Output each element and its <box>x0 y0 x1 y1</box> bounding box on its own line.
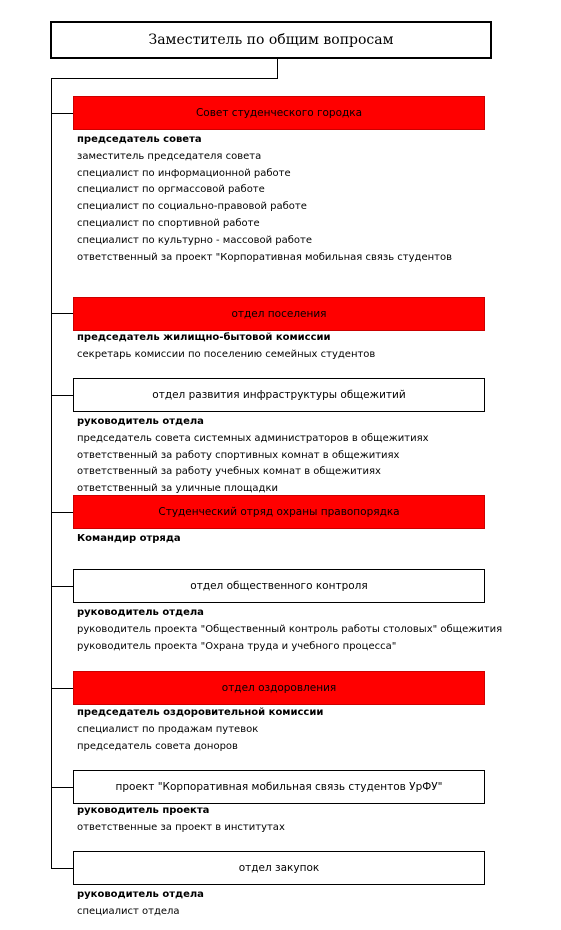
staff-list-security-squad <box>77 531 181 548</box>
dept-name: отдел оздоровления <box>221 682 337 694</box>
connector-dept-8 <box>51 868 73 869</box>
dept-box-security-squad <box>73 495 485 529</box>
staff-item: руководитель проекта "Охрана труда и учебного процесса" <box>77 640 397 652</box>
dept-box-procurement <box>73 851 485 885</box>
dept-name: отдел закупок <box>238 862 320 874</box>
staff-lead: председатель оздоровительной комиссии <box>77 707 324 718</box>
connector-dept-4 <box>51 512 73 513</box>
staff-item: специалист по культурно - массовой работе <box>77 234 313 246</box>
staff-item: ответственные за проект в институтах <box>77 821 285 833</box>
staff-item: председатель совета системных администраторов в общежитиях <box>77 432 429 444</box>
connector-dept-7 <box>51 787 73 788</box>
staff-list-health <box>77 705 323 755</box>
staff-item: секретарь комиссии по поселению семейных студентов <box>77 348 376 360</box>
staff-item: ответственный за работу учебных комнат в общежитиях <box>77 466 381 478</box>
dept-name: отдел общественного контроля <box>190 580 368 592</box>
staff-lead: Командир отряда <box>77 533 181 544</box>
connector-dept-3 <box>51 395 73 396</box>
connector-dept-6 <box>51 688 73 689</box>
staff-lead: руководитель отдела <box>77 416 204 427</box>
dept-box-public-control <box>73 569 485 603</box>
dept-box-mobile-project <box>73 770 485 804</box>
dept-box-student-council <box>73 96 485 130</box>
dept-box-settlement <box>73 297 485 331</box>
staff-lead: председатель жилищно-бытовой комиссии <box>77 332 331 343</box>
dept-name: отдел поселения <box>231 308 327 320</box>
staff-list-settlement <box>77 330 375 364</box>
staff-list-public-control <box>77 605 502 655</box>
staff-item: специалист по оргмассовой работе <box>77 184 265 196</box>
staff-lead: руководитель отдела <box>77 889 204 900</box>
staff-list-mobile-project <box>77 803 285 837</box>
staff-lead: руководитель отдела <box>77 607 204 618</box>
staff-item: специалист по информационной работе <box>77 167 291 179</box>
dept-name: Совет студенческого городка <box>195 107 363 119</box>
staff-item: ответственный за работу спортивных комнат в общежитиях <box>77 449 400 461</box>
dept-name: проект "Корпоративная мобильная связь студентов УрФУ" <box>115 781 443 793</box>
staff-item: специалист отдела <box>77 905 180 917</box>
connector-main-vertical <box>51 78 52 869</box>
dept-name: отдел развития инфраструктуры общежитий <box>152 389 406 401</box>
connector-top-horizontal <box>51 78 278 79</box>
staff-item: специалист по спортивной работе <box>77 217 260 229</box>
connector-dept-1 <box>51 113 73 114</box>
connector-dept-5 <box>51 586 73 587</box>
staff-item: ответственный за проект "Корпоративная мобильная связь студентов <box>77 251 452 263</box>
connector-top-down <box>277 59 278 78</box>
staff-lead: руководитель проекта <box>77 805 210 816</box>
staff-list-student-council <box>77 132 452 266</box>
staff-item: специалист по продажам путевок <box>77 723 259 735</box>
dept-box-health <box>73 671 485 705</box>
connector-dept-2 <box>51 313 73 314</box>
dept-name: Студенческий отряд охраны правопорядка <box>158 506 400 518</box>
staff-list-infrastructure <box>77 414 429 498</box>
staff-item: специалист по социально-правовой работе <box>77 201 307 213</box>
head-position-title: Заместитель по общим вопросам <box>148 32 394 48</box>
head-position-box <box>50 21 492 59</box>
dept-box-infrastructure <box>73 378 485 412</box>
staff-item: председатель совета доноров <box>77 740 238 752</box>
staff-lead: председатель совета <box>77 134 202 145</box>
staff-item: руководитель проекта "Общественный контроль работы столовых" общежития <box>77 623 503 635</box>
staff-item: ответственный за уличные площадки <box>77 483 278 495</box>
staff-item: заместитель председателя совета <box>77 150 262 162</box>
staff-list-procurement <box>77 887 204 921</box>
